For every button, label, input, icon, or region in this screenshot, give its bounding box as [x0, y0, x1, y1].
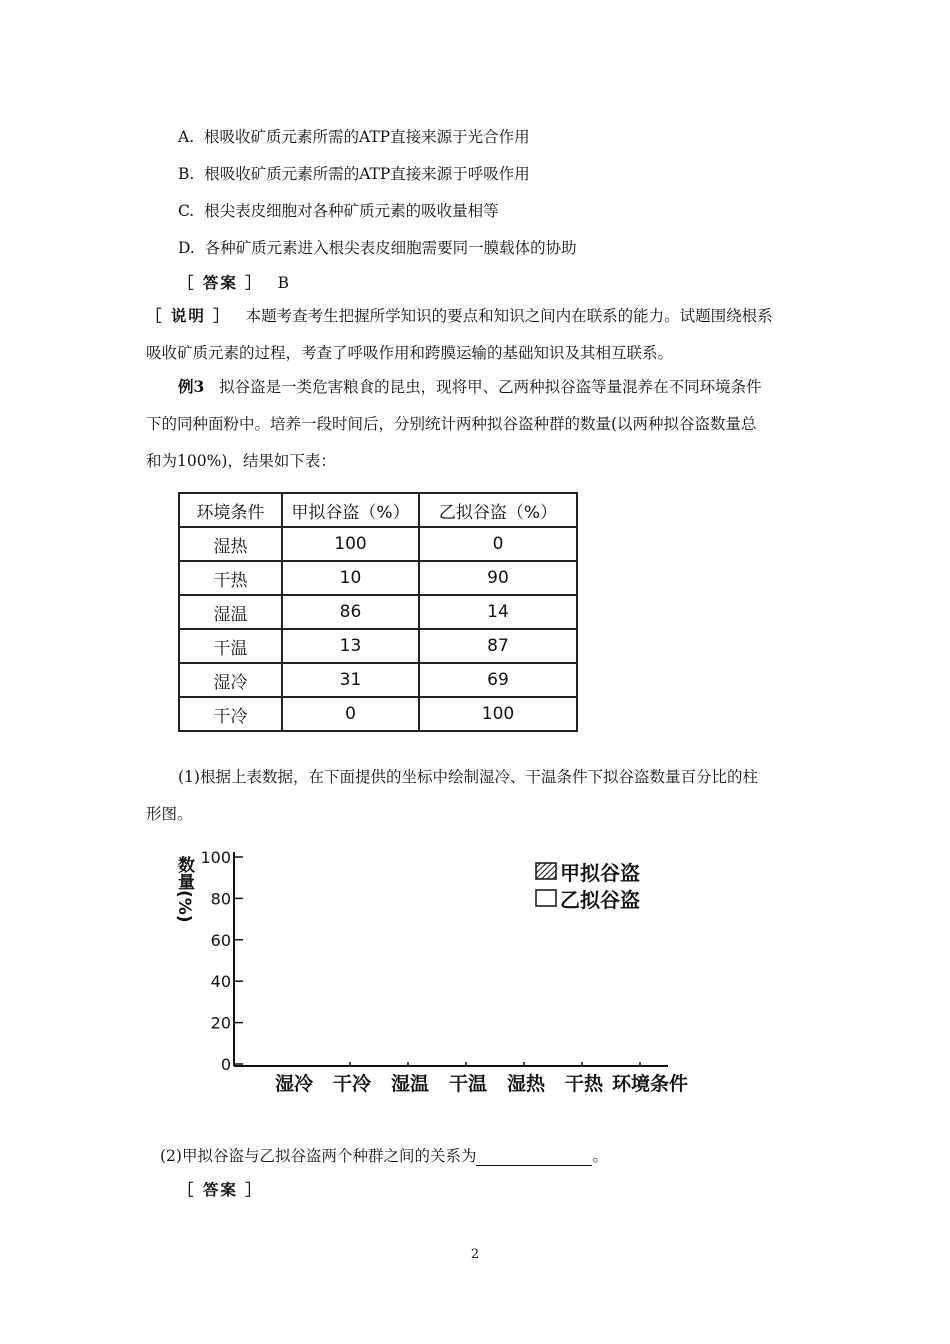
- table-row: [179, 663, 577, 697]
- table-cell: 10: [282, 561, 419, 595]
- x-category-label: 干热: [564, 1073, 604, 1095]
- y-tick-label: 80: [210, 889, 231, 909]
- table-cell: 湿热: [179, 527, 282, 561]
- option-b: [178, 164, 530, 184]
- table-cell: 86: [282, 595, 419, 629]
- example3-text-1: 拟谷盗是一类危害粮食的昆虫，现将甲、乙两种拟谷盗等量混养在不同环境条件: [219, 378, 762, 396]
- question1-line-1: (1)根据上表数据，在下面提供的坐标中绘制湿冷、干温条件下拟谷盗数量百分比的柱: [178, 768, 758, 786]
- table-cell: 干温: [179, 629, 282, 663]
- option-d-text: 各种矿质元素进入根尖表皮细胞需要同一膜载体的协助: [204, 239, 577, 257]
- table-header-cell: 环境条件: [179, 493, 282, 527]
- legend-swatch-hatched: [536, 863, 556, 879]
- option-a-key: A.: [178, 128, 195, 146]
- answer-blank[interactable]: [476, 1149, 592, 1166]
- table-row: [179, 629, 577, 663]
- example3-line-2: 下的同种面粉中。培养一段时间后，分别统计两种拟谷盗种群的数量(以两种拟谷盗数量总: [146, 415, 757, 433]
- page-number: 2: [470, 1247, 480, 1262]
- x-category-label: 湿温: [390, 1073, 430, 1095]
- option-c-text: 根尖表皮细胞对各种矿质元素的吸收量相等: [204, 202, 499, 220]
- example3-label: 例3: [178, 377, 205, 396]
- table-cell: 69: [419, 663, 577, 697]
- option-b-key: B.: [178, 165, 195, 183]
- option-a: [178, 127, 530, 147]
- table-cell: 13: [282, 629, 419, 663]
- y-tick-label: 100: [200, 848, 231, 867]
- table-row: [179, 697, 577, 731]
- x-category-label: 湿冷: [274, 1073, 314, 1095]
- y-tick-label: 20: [210, 1013, 231, 1033]
- example3-line-3: 和为100%)，结果如下表：: [146, 452, 336, 470]
- table-cell: 87: [419, 629, 577, 663]
- answer-2: [178, 1180, 263, 1200]
- y-axis-label: 数量(%): [174, 856, 194, 923]
- option-c: [178, 201, 499, 221]
- y-tick-label: 60: [210, 930, 231, 950]
- table-cell: 0: [419, 527, 577, 561]
- data-table: [178, 492, 578, 732]
- answer-1: [178, 273, 289, 293]
- explanation-line-1: [146, 306, 773, 326]
- explanation-label: ［ 说明 ］: [146, 306, 231, 325]
- y-tick-label: 0: [220, 1055, 231, 1074]
- option-c-key: C.: [178, 202, 195, 220]
- table-cell: 干冷: [179, 697, 282, 731]
- question1-line-2: 形图。: [146, 805, 193, 823]
- table-cell: 31: [282, 663, 419, 697]
- option-d-key: D.: [178, 239, 195, 257]
- table-header-row: [179, 493, 577, 527]
- table-cell: 湿冷: [179, 663, 282, 697]
- answer-1-label: ［ 答案 ］: [178, 273, 263, 292]
- data-table-container: [178, 492, 578, 732]
- table-header-cell: 乙拟谷盗（%）: [419, 493, 577, 527]
- answer-1-value: B: [277, 274, 289, 292]
- question2-text: (2)甲拟谷盗与乙拟谷盗两个种群之间的关系为: [160, 1147, 477, 1165]
- legend-label-jia: 甲拟谷盗: [560, 861, 640, 885]
- table-cell: 干热: [179, 561, 282, 595]
- table-row: [179, 527, 577, 561]
- table-row: [179, 595, 577, 629]
- table-header-cell: 甲拟谷盗（%）: [282, 493, 419, 527]
- table-cell: 0: [282, 697, 419, 731]
- x-category-label: 干冷: [332, 1073, 372, 1095]
- x-category-label: 干温: [448, 1073, 488, 1095]
- table-cell: 90: [419, 561, 577, 595]
- table-cell: 100: [419, 697, 577, 731]
- answer-2-label: ［ 答案 ］: [178, 1180, 263, 1199]
- legend-swatch-empty: [536, 890, 556, 906]
- question2-end: 。: [592, 1147, 608, 1165]
- table-cell: 湿温: [179, 595, 282, 629]
- option-d: [178, 238, 577, 258]
- x-axis-title: 环境条件: [612, 1073, 689, 1095]
- table-cell: 100: [282, 527, 419, 561]
- x-category-label: 湿热: [506, 1073, 546, 1095]
- option-b-text: 根吸收矿质元素所需的ATP直接来源于呼吸作用: [204, 165, 530, 183]
- question2: [160, 1146, 608, 1166]
- option-a-text: 根吸收矿质元素所需的ATP直接来源于光合作用: [203, 128, 530, 146]
- table-row: [179, 561, 577, 595]
- table-cell: 14: [419, 595, 577, 629]
- explanation-text-1: 本题考查考生把握所学知识的要点和知识之间内在联系的能力。试题围绕根系: [245, 307, 773, 325]
- legend-label-yi: 乙拟谷盗: [560, 888, 640, 912]
- example3-line-1: [178, 377, 762, 397]
- y-tick-label: 40: [210, 972, 231, 992]
- explanation-line-2: 吸收矿质元素的过程，考查了呼吸作用和跨膜运输的基础知识及其相互联系。: [146, 344, 674, 362]
